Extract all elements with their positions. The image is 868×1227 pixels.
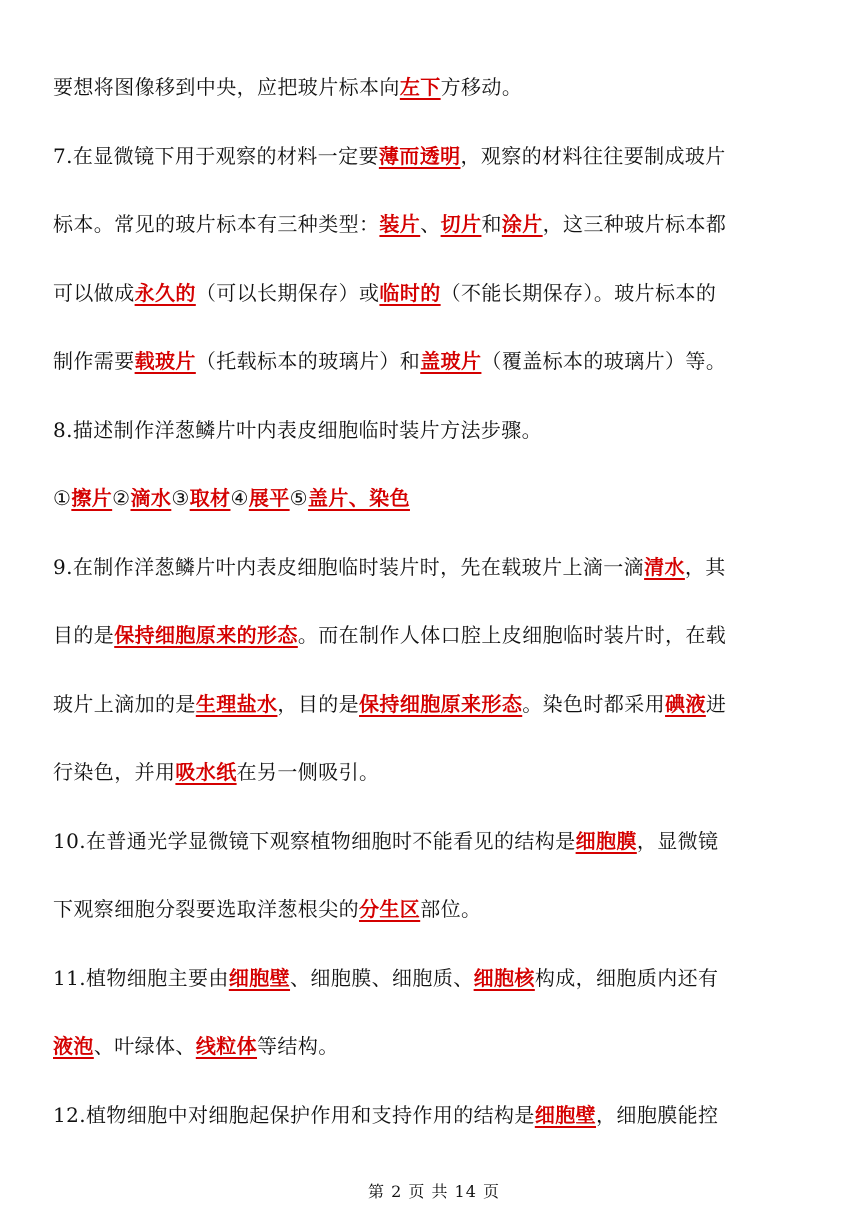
answer-text: 盖片、染色 (307, 486, 410, 510)
answer-text: 擦片 (71, 486, 113, 510)
answer-text: 线粒体 (195, 1034, 258, 1058)
answer-text: 展平 (248, 486, 290, 510)
answer-text: 液泡 (53, 1034, 94, 1058)
line-text: ，这三种玻片标本都 (542, 212, 727, 236)
line-text: ，其 (684, 555, 726, 579)
text-line (53, 964, 833, 992)
line-text: 方移动。 (440, 75, 523, 99)
line-text: 和 (481, 212, 502, 236)
line-text: ，观察的材料往往要制成玻片 (460, 144, 726, 168)
answer-text: 涂片 (501, 212, 543, 236)
line-text: 目的是 (53, 623, 115, 647)
text-line (53, 210, 833, 238)
text-line (53, 895, 833, 923)
answer-text: 吸水纸 (175, 760, 237, 784)
line-text: 玻片上滴加的是 (53, 692, 196, 716)
text-line (53, 73, 833, 101)
answer-text: 生理盐水 (195, 692, 278, 716)
line-text: ④ (230, 486, 249, 510)
line-text: 在另一侧吸引。 (236, 760, 380, 784)
line-text: 等结构。 (257, 1034, 339, 1058)
line-text: （覆盖标本的玻璃片）等。 (481, 349, 727, 373)
line-text: 、 (420, 212, 441, 236)
line-text: 制作需要 (53, 349, 135, 373)
text-line (53, 621, 833, 649)
answer-text: 保持细胞原来形态 (359, 692, 523, 716)
answer-text: 切片 (440, 212, 482, 236)
line-text: ③ (171, 486, 190, 510)
text-line (53, 1032, 833, 1060)
line-text: 、叶绿体、 (93, 1034, 196, 1058)
line-text: 。而在制作人体口腔上皮细胞临时装片时，在载 (297, 623, 727, 647)
answer-text: 细胞膜 (575, 829, 637, 853)
line-text: ① (53, 486, 72, 510)
answer-text: 碘液 (665, 692, 706, 716)
answer-text: 永久的 (134, 281, 196, 305)
text-line (53, 758, 833, 786)
line-text: 11.植物细胞主要由 (53, 966, 229, 990)
line-text: 下观察细胞分裂要选取洋葱根尖的 (53, 897, 359, 921)
answer-text: 细胞核 (473, 966, 535, 990)
answer-text: 装片 (379, 212, 421, 236)
text-line (53, 1101, 833, 1129)
line-text: 。染色时都采用 (522, 692, 666, 716)
line-text: 标本。常见的玻片标本有三种类型： (53, 212, 380, 236)
answer-text: 滴水 (130, 486, 172, 510)
line-text: 、细胞膜、细胞质、 (290, 966, 474, 990)
line-text: 可以做成 (53, 281, 135, 305)
line-text: ，细胞膜能控 (596, 1103, 719, 1127)
text-line (53, 416, 833, 444)
line-text: 要想将图像移到中央，应把玻片标本向 (53, 75, 400, 99)
line-text: （托载标本的玻璃片）和 (195, 349, 421, 373)
line-text: （可以长期保存）或 (195, 281, 380, 305)
answer-text: 临时的 (379, 281, 441, 305)
answer-text: 盖玻片 (420, 349, 482, 373)
line-text: 8.描述制作洋葱鳞片叶内表皮细胞临时装片方法步骤。 (53, 418, 543, 442)
line-text: ，显微镜 (636, 829, 719, 853)
text-line (53, 484, 833, 512)
text-line (53, 142, 833, 170)
answer-text: 细胞壁 (228, 966, 291, 990)
text-line (53, 347, 833, 375)
answer-text: 清水 (644, 555, 685, 579)
answer-text: 左下 (399, 75, 441, 99)
line-text: 行染色，并用 (53, 760, 176, 784)
answer-text: 分生区 (359, 897, 421, 921)
answer-text: 载玻片 (134, 349, 196, 373)
line-text: 12.植物细胞中对细胞起保护作用和支持作用的结构是 (53, 1103, 535, 1127)
line-text: ⑤ (289, 486, 308, 510)
text-line (53, 690, 833, 718)
text-line (53, 827, 833, 855)
line-text: 部位。 (420, 897, 482, 921)
line-text: 9.在制作洋葱鳞片叶内表皮细胞临时装片时，先在载玻片上滴一滴 (53, 555, 645, 579)
answer-text: 细胞壁 (534, 1103, 597, 1127)
line-text: 构成，细胞质内还有 (534, 966, 719, 990)
line-text: ② (112, 486, 131, 510)
line-text: 10.在普通光学显微镜下观察植物细胞时不能看见的结构是 (53, 829, 576, 853)
answer-text: 取材 (189, 486, 231, 510)
line-text: （不能长期保存）。玻片标本的 (440, 281, 717, 305)
text-line (53, 553, 833, 581)
text-line (53, 279, 833, 307)
page-footer: 第 2 页 共 14 页 (368, 1182, 500, 1201)
answer-text: 保持细胞原来的形态 (114, 623, 298, 647)
line-text: 进 (705, 692, 727, 716)
line-text: ，目的是 (277, 692, 360, 716)
line-text: 7.在显微镜下用于观察的材料一定要 (53, 144, 379, 168)
answer-text: 薄而透明 (378, 144, 461, 168)
